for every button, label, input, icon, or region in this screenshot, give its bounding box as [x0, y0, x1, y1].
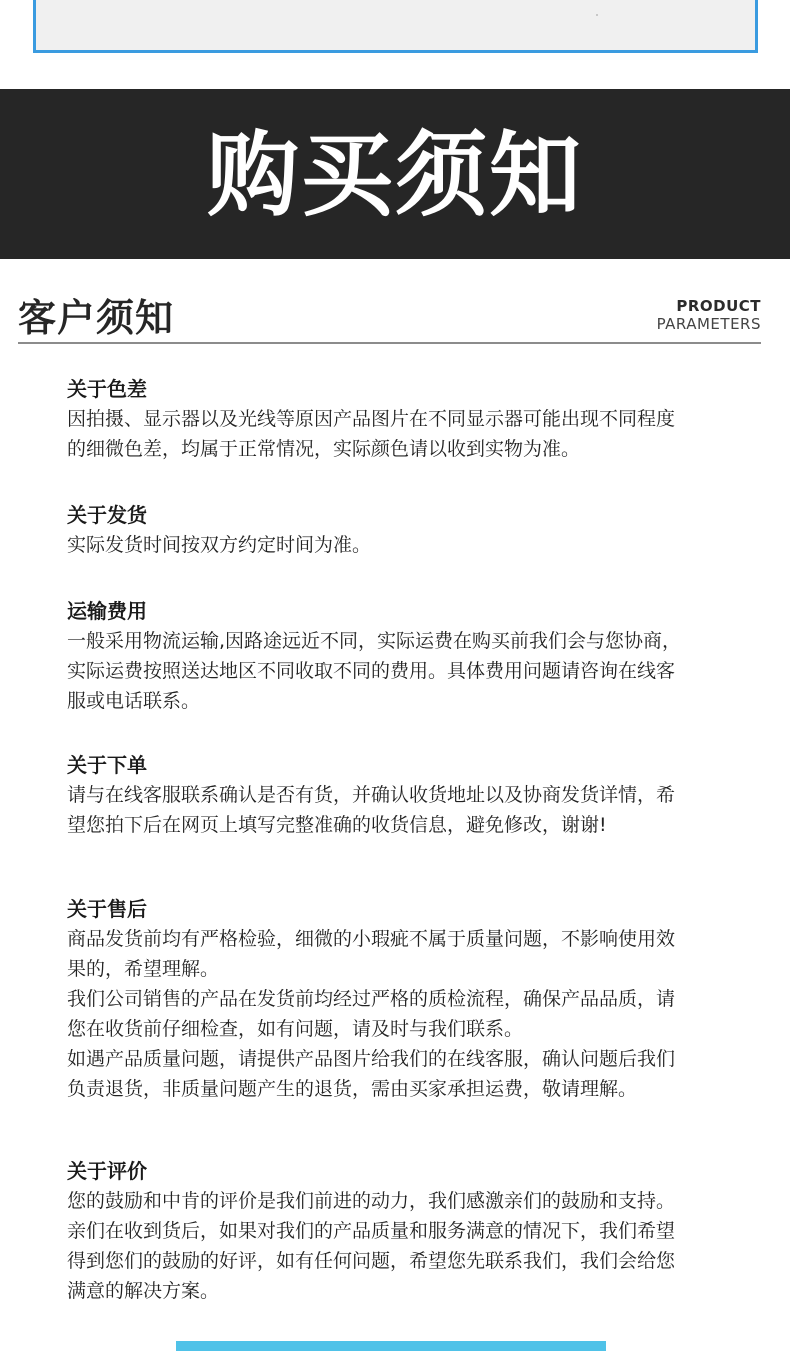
notice-line: 服或电话联系。 [67, 690, 201, 712]
notice-title: 运输费用 [67, 599, 147, 623]
notice-line: 亲们在收到货后，如果对我们的产品质量和服务满意的情况下，我们希望 [67, 1220, 676, 1242]
notice-block-order [67, 750, 717, 840]
top-image-frame [33, 0, 758, 53]
english-label-line1: PRODUCT [676, 297, 761, 315]
notice-block-shipping [67, 500, 717, 560]
bottom-accent-bar [176, 1341, 606, 1351]
notice-title: 关于售后 [67, 897, 147, 921]
banner-title: 购买须知 [206, 122, 583, 229]
notice-block-after-sales [67, 894, 717, 1104]
notice-line: 满意的解决方案。 [67, 1280, 220, 1302]
notice-line: 请与在线客服联系确认是否有货，并确认收货地址以及协商发货详情，希 [67, 784, 676, 806]
notice-title: 关于下单 [67, 753, 147, 777]
english-label [657, 297, 761, 333]
notice-line: 如遇产品质量问题，请提供产品图片给我们的在线客服，确认问题后我们 [67, 1048, 676, 1070]
banner [0, 89, 790, 259]
notice-line: 一般采用物流运输,因路途远近不同，实际运费在购买前我们会与您协商， [67, 630, 682, 652]
notice-line: 商品发货前均有严格检验，细微的小瑕疵不属于质量问题，不影响使用效 [67, 928, 676, 950]
notice-line: 的细微色差，均属于正常情况，实际颜色请以收到实物为准。 [67, 438, 581, 460]
notice-line: 望您拍下后在网页上填写完整准确的收货信息，避免修改，谢谢! [67, 814, 607, 836]
notice-title: 关于色差 [67, 377, 147, 401]
notice-block-review [67, 1156, 717, 1306]
notice-line: 实际运费按照送达地区不同收取不同的费用。具体费用问题请咨询在线客 [67, 660, 676, 682]
english-label-line2: PARAMETERS [656, 315, 761, 333]
notice-line: 负责退货，非质量问题产生的退货，需由买家承担运费，敬请理解。 [67, 1078, 638, 1100]
notice-title: 关于发货 [67, 503, 147, 527]
section-header [18, 283, 761, 344]
notice-block-color-difference [67, 374, 717, 464]
notice-line: 果的，希望理解。 [67, 958, 220, 980]
notice-line: 您的鼓励和中肯的评价是我们前进的动力，我们感激亲们的鼓励和支持。 [67, 1190, 676, 1212]
notice-block-freight [67, 596, 717, 716]
notice-title: 关于评价 [67, 1159, 147, 1183]
notice-line: 因拍摄、显示器以及光线等原因产品图片在不同显示器可能出现不同程度 [67, 408, 676, 430]
notice-line: 我们公司销售的产品在发货前均经过严格的质检流程，确保产品品质，请 [67, 988, 676, 1010]
notice-line: 实际发货时间按双方约定时间为准。 [67, 534, 372, 556]
notice-line: 得到您们的鼓励的好评，如有任何问题，希望您先联系我们，我们会给您 [67, 1250, 676, 1272]
section-title: 客户须知 [18, 296, 175, 340]
notice-line: 您在收货前仔细检查，如有问题，请及时与我们联系。 [67, 1018, 524, 1040]
